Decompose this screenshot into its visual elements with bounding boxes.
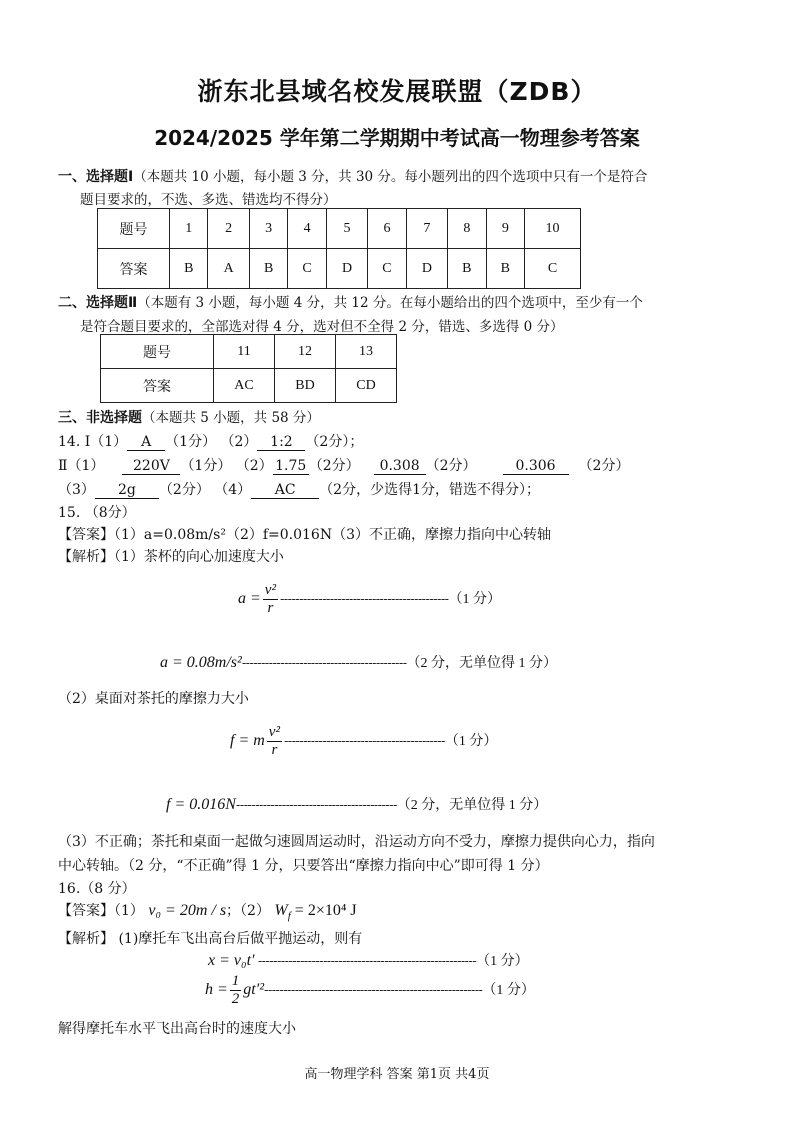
table-cell-answer: B — [170, 249, 208, 289]
formula-den: 2 — [231, 991, 240, 1007]
section2-answer-table — [100, 334, 397, 403]
table-cell-num: 13 — [336, 335, 397, 369]
section1-desc: （本题共 10 小题，每小题 3 分，共 30 分。每小题列出的四个选项中只有一个是符合 — [133, 169, 648, 185]
formula-text: a = 0.08m/s² — [160, 654, 242, 671]
dash-leader: ------------------------------------------ — [283, 734, 445, 749]
section1-head: 一、选择题Ⅰ — [58, 169, 134, 185]
q14-text: （1分） （2） — [180, 458, 273, 474]
table-cell-answer: B — [448, 249, 486, 289]
q14-answer: 1:2 — [257, 434, 305, 451]
table-cell-answer: C — [288, 249, 326, 289]
page-title: 浙东北县域名校发展联盟（ZDB） — [197, 77, 597, 106]
formula-lhs: a = — [238, 590, 261, 608]
q14-text: （2分） （4） — [158, 482, 252, 498]
q14-text: （2分，少选得1分，错选不得分）； — [319, 482, 541, 498]
table-cell-num: 9 — [486, 209, 524, 249]
formula-den: r — [271, 742, 278, 758]
table-cell-answer: B — [486, 249, 524, 289]
table-cell-answer: B — [249, 249, 287, 289]
table-cell-answer: AC — [214, 369, 275, 403]
q14-text: Ⅱ（1） — [58, 458, 105, 474]
formula-num: v² — [268, 724, 280, 740]
formula-num: 1 — [231, 973, 240, 989]
section2-desc: （本题有 3 小题，每小题 4 分，共 12 分。在每小题给出的四个选项中，至少有一个 — [137, 295, 643, 311]
q16-head: 16.（8 分） — [58, 881, 136, 897]
section3-desc: （本题共 5 小题，共 58 分） — [142, 410, 320, 426]
q15-answer: 【答案】（1）a=0.08m/s²（2）f=0.016N（3）不正确，摩擦力指向中心转轴 — [58, 527, 551, 543]
q16-answer-formula: W — [274, 902, 288, 919]
q16-answer-label: 【答案】（1） — [58, 903, 149, 919]
q16-answer-sub: f — [287, 909, 291, 922]
q16-last-line: 解得摩托车水平飞出高台时的速度大小 — [58, 1021, 296, 1037]
q14-answer: 0.306 — [503, 458, 569, 475]
score: （2 分，无单位得 1 分） — [396, 798, 548, 813]
q14-answer: AC — [251, 482, 319, 499]
q14-line2 — [58, 455, 629, 475]
q15-analysis: 【解析】（1）茶杯的向心加速度大小 — [58, 549, 284, 565]
q14-text: （1分） （2） — [165, 434, 258, 450]
section1-answer-table — [97, 208, 581, 289]
formula-lhs: f = m — [230, 732, 265, 750]
table-cell-answer: BD — [275, 369, 336, 403]
q15-part2: （2）桌面对茶托的摩擦力大小 — [58, 691, 249, 707]
q14-line3 — [58, 479, 540, 499]
q15-formula-2 — [160, 652, 557, 672]
score: （1 分） — [482, 983, 535, 999]
table-cell-num: 2 — [208, 209, 249, 249]
table-cell-num: 8 — [448, 209, 486, 249]
score: （1 分） — [448, 592, 501, 608]
formula-num: v² — [264, 582, 276, 598]
table-cell-answer: C — [525, 249, 581, 289]
q14-text: （3） — [58, 482, 95, 498]
q15-part3-line2: 中心转轴。（2 分，“不正确”得 1 分，只要答出“摩擦力指向中心”即可得 1 分） — [58, 858, 549, 874]
table-label-answer: 答案 — [98, 249, 170, 289]
dash-leader: --------------------------------------------------------- — [264, 983, 483, 998]
table-cell-answer: A — [208, 249, 249, 289]
page-subtitle: 2024/2025 学年第二学期期中考试高一物理参考答案 — [154, 126, 640, 150]
q15-head: 15. （8分） — [58, 505, 136, 521]
dash-leader: --------------------------------------------------------- — [254, 954, 477, 968]
formula-lhs: h = — [205, 981, 228, 999]
page-footer: 高一物理学科 答案 第1页 共4页 — [304, 1067, 490, 1082]
q16-answer-sep: ；（2） — [226, 903, 275, 919]
table-cell-num: 7 — [406, 209, 447, 249]
dash-leader: ------------------------------------------ — [235, 798, 397, 812]
q14-line1 — [58, 431, 363, 451]
q15-part3-line1: （3）不正确；茶托和桌面一起做匀速圆周运动时，沿运动方向不受力，摩擦力提供向心力，指向 — [58, 834, 655, 850]
score: （1 分） — [444, 734, 498, 750]
q16-answer-formula: v₀ = 20m / s — [148, 902, 227, 919]
q14-text: （2分）； — [305, 434, 364, 450]
q16-answer-formula: = 2×10⁴ J — [290, 902, 357, 919]
q14-answer: 0.308 — [374, 458, 426, 475]
table-label-num: 题号 — [98, 209, 170, 249]
score: （2 分，无单位得 1 分） — [406, 656, 558, 671]
q16-formula-2 — [205, 973, 535, 1008]
section2-head: 二、选择题Ⅱ — [58, 295, 138, 311]
formula-text: x = v₀t′ — [208, 952, 255, 969]
q14-answer: 220V — [122, 458, 180, 475]
dash-leader: ------------------------------------------- — [241, 656, 407, 670]
formula-text: f = 0.016N — [166, 796, 236, 813]
q16-formula-1 — [208, 950, 529, 970]
score: （1 分） — [476, 954, 529, 969]
q14-text: （2分） — [308, 458, 360, 474]
table-cell-num: 1 — [170, 209, 208, 249]
table-cell-num: 12 — [275, 335, 336, 369]
table-cell-answer: D — [326, 249, 367, 289]
q14-text: 14. Ⅰ（1） — [58, 434, 128, 450]
dash-leader: -------------------------------------------- — [279, 592, 449, 607]
formula-rhs: gt′² — [243, 981, 265, 999]
q15-formula-4 — [166, 794, 547, 814]
q14-answer: 1.75 — [273, 458, 309, 475]
table-label-num: 题号 — [101, 335, 214, 369]
table-cell-num: 6 — [368, 209, 406, 249]
formula-den: r — [267, 600, 274, 616]
table-cell-answer: C — [368, 249, 406, 289]
q14-answer: A — [127, 434, 165, 451]
table-cell-answer: CD — [336, 369, 397, 403]
q14-text: （2分） — [578, 458, 630, 474]
q16-answer — [58, 900, 357, 922]
table-cell-num: 5 — [326, 209, 367, 249]
section1-desc-cont: 题目要求的，不选、多选、错选均不得分） — [80, 192, 337, 208]
section3-heading — [58, 406, 320, 427]
section2-heading — [58, 291, 643, 312]
section3-head: 三、非选择题 — [58, 410, 142, 426]
q15-formula-3 — [230, 724, 497, 759]
table-cell-num: 10 — [525, 209, 581, 249]
table-cell-answer: D — [406, 249, 447, 289]
q14-text: （2分） — [425, 458, 477, 474]
section1-heading — [58, 165, 647, 186]
table-cell-num: 3 — [249, 209, 287, 249]
q14-answer: 2g — [95, 482, 159, 499]
q15-formula-1 — [238, 582, 501, 617]
table-label-answer: 答案 — [101, 369, 214, 403]
table-cell-num: 4 — [288, 209, 326, 249]
q16-analysis: 【解析】 (1)摩托车飞出高台后做平抛运动，则有 — [58, 931, 363, 947]
table-cell-num: 11 — [214, 335, 275, 369]
section2-desc-cont: 是符合题目要求的，全部选对得 4 分，选对但不全得 2 分，错选、多选得 0 分） — [80, 319, 564, 335]
